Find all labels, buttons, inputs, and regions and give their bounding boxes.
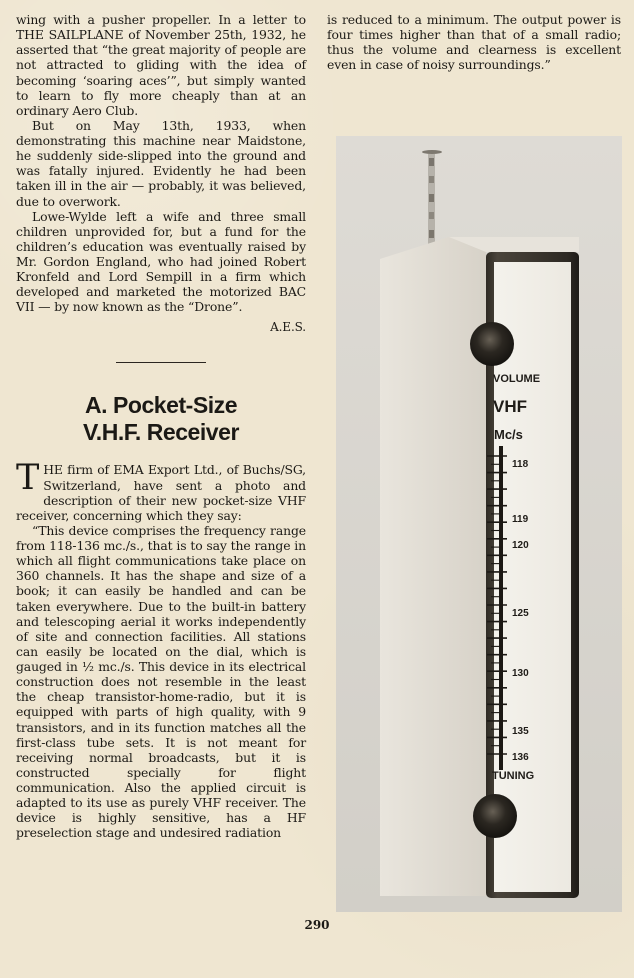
dial-mark-119: 119 — [512, 514, 529, 525]
article-title-line-2: V.H.F. Receiver — [83, 419, 239, 446]
volume-knob — [470, 322, 514, 366]
article-right-column-paragraph: is reduced to a minimum. The output power is four times higher than that of a small radio; thus the volume and clearness is excellent even in case of noisy surroundings.” — [327, 12, 621, 73]
article-signature: A.E.S. — [270, 319, 306, 334]
receiver-photo-svg — [336, 136, 622, 912]
left-column — [16, 12, 306, 841]
vhf-label: VHF — [493, 397, 527, 416]
article-title — [16, 392, 306, 446]
section-divider — [116, 362, 206, 363]
dial-mark-136: 136 — [512, 752, 529, 763]
dial-mark-135: 135 — [512, 726, 529, 737]
article-quote-paragraph: “This device comprises the frequency range from 118-136 mc./s., that is to say the range in which all flight communications take place on 360 channels. It has the shape and size of a book; it can easily be handled and can be taken everywhere. Due to the built-in battery and telescoping aerial it works independently of site and connection facilities. All stations can easily be located on the dial, which is gauged in ½ mc./s. This device in its electrical construction does not resemble in the least the cheap transistor-home-radio, but it is equipped with parts of high quality, with 9 transistors, and in its function matches all the first-class tube sets. It is not meant for receiving normal broadcasts, but it is constructed specially for flight communication. Also the applied circuit is adapted to its use as purely VHF receiver. The device is highly sensitive, has a HF preselection stage and undesired radiation — [16, 522, 306, 841]
dial-mark-130: 130 — [512, 668, 529, 679]
dial-mark-120: 120 — [512, 540, 529, 551]
article-intro-paragraph — [16, 458, 306, 523]
previous-article-paragraph-3: Lowe-Wylde left a wife and three small children unprovided for, but a fund for the children’s education was eventually raised by Mr. Gordon England, who had joined Robert Kronfeld and Lord Sempill in a firm which developed and marketed the motorized BAC VII — by now known as the “Drone”. — [16, 208, 306, 315]
article-intro-text: HE firm of EMA Export Ltd., of Buchs/SG, Switzerland, have sent a photo and description of their new pocket-size VHF receiver, concerning which they say: — [16, 462, 306, 523]
mcs-label: Mc/s — [494, 427, 523, 442]
receiver-photo — [336, 136, 622, 912]
page-number: 290 — [304, 918, 330, 932]
receiver-side — [380, 237, 486, 896]
dial-mark-118: 118 — [512, 459, 529, 470]
drop-cap: T — [16, 458, 40, 499]
dial-mark-125: 125 — [512, 608, 529, 619]
previous-article-paragraph-1: wing with a pusher propeller. In a letter to THE SAILPLANE of November 25th, 1932, he asserted that “the great majority of people are not attracted to gliding with the idea of becoming ‘soaring aces’”, but simply wanted to learn to fly more cheaply than at an ordinary Aero Club. — [16, 12, 306, 118]
tuning-label: TUNING — [492, 770, 535, 782]
volume-label: VOLUME — [493, 373, 541, 385]
antenna-tip — [422, 150, 442, 154]
article-title-line-1: A. Pocket-Size — [84, 392, 238, 419]
tuning-knob — [473, 794, 517, 838]
previous-article-paragraph-2: But on May 13th, 1933, when demonstrating this machine near Maidstone, he suddenly side-slipped into the ground and was fatally injured. Evidently he had been taken ill in the air — probably, it was believed, due to overwork. — [16, 117, 306, 209]
right-column-top-text — [327, 12, 621, 73]
